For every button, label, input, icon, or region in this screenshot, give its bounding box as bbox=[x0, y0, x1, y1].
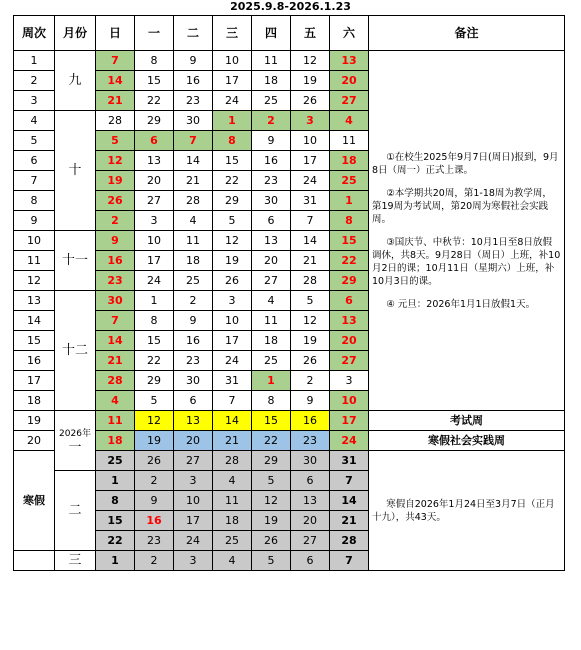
day-cell: 19 bbox=[135, 431, 174, 451]
day-cell: 3 bbox=[174, 471, 213, 491]
week-number: 4 bbox=[14, 111, 55, 131]
day-cell: 29 bbox=[135, 111, 174, 131]
day-cell: 23 bbox=[174, 351, 213, 371]
day-cell: 11 bbox=[213, 491, 252, 511]
day-cell: 8 bbox=[213, 131, 252, 151]
day-cell: 19 bbox=[252, 511, 291, 531]
day-cell: 10 bbox=[291, 131, 330, 151]
day-cell: 27 bbox=[330, 91, 369, 111]
day-cell: 15 bbox=[330, 231, 369, 251]
day-cell: 7 bbox=[213, 391, 252, 411]
note-n4: ④ 元旦：2026年1月1日放假1天。 bbox=[386, 298, 536, 310]
week-number: 10 bbox=[14, 231, 55, 251]
day-cell: 4 bbox=[96, 391, 135, 411]
day-cell: 6 bbox=[252, 211, 291, 231]
day-cell: 10 bbox=[135, 231, 174, 251]
day-cell: 8 bbox=[135, 311, 174, 331]
day-cell: 3 bbox=[330, 371, 369, 391]
note-n1: ①在校生2025年9月7日(周日)报到，9月8日（周一）正式上课。 bbox=[372, 151, 559, 176]
day-cell: 27 bbox=[330, 351, 369, 371]
day-cell: 15 bbox=[135, 331, 174, 351]
day-cell: 6 bbox=[135, 131, 174, 151]
notes-cell bbox=[369, 51, 565, 411]
day-cell: 22 bbox=[213, 171, 252, 191]
header-notes: 备注 bbox=[369, 16, 565, 51]
day-cell: 16 bbox=[96, 251, 135, 271]
note-n3: ③国庆节、中秋节：10月1日至8日放假调休，共8天。9月28日（周日）上班，补10月2日的课；10月11日（星期六）上班，补10月3日的课。 bbox=[372, 236, 561, 287]
week-number: 3 bbox=[14, 91, 55, 111]
day-cell: 5 bbox=[291, 291, 330, 311]
day-cell: 25 bbox=[213, 531, 252, 551]
day-cell: 24 bbox=[330, 431, 369, 451]
day-cell: 24 bbox=[174, 531, 213, 551]
day-cell: 16 bbox=[291, 411, 330, 431]
day-cell: 3 bbox=[213, 291, 252, 311]
day-cell: 14 bbox=[96, 71, 135, 91]
day-cell: 30 bbox=[174, 371, 213, 391]
day-cell: 7 bbox=[291, 211, 330, 231]
day-cell: 27 bbox=[174, 451, 213, 471]
day-cell: 5 bbox=[96, 131, 135, 151]
day-cell: 14 bbox=[330, 491, 369, 511]
week-number: 2 bbox=[14, 71, 55, 91]
day-cell: 10 bbox=[330, 391, 369, 411]
day-cell: 14 bbox=[213, 411, 252, 431]
note-n2: ②本学期共20周，第1-18周为教学周，第19周为考试周，第20周为寒假社会实践周。 bbox=[372, 187, 552, 225]
header-thu: 四 bbox=[252, 16, 291, 51]
month-label-march: 三 bbox=[55, 551, 96, 571]
day-cell: 28 bbox=[174, 191, 213, 211]
week-number: 5 bbox=[14, 131, 55, 151]
day-cell: 25 bbox=[174, 271, 213, 291]
day-cell: 23 bbox=[174, 91, 213, 111]
day-cell: 30 bbox=[174, 111, 213, 131]
day-cell: 30 bbox=[96, 291, 135, 311]
day-cell: 7 bbox=[330, 551, 369, 571]
day-cell: 15 bbox=[252, 411, 291, 431]
day-cell: 20 bbox=[330, 71, 369, 91]
day-cell: 12 bbox=[135, 411, 174, 431]
day-cell: 6 bbox=[174, 391, 213, 411]
day-cell: 9 bbox=[291, 391, 330, 411]
day-cell: 26 bbox=[213, 271, 252, 291]
day-cell: 30 bbox=[252, 191, 291, 211]
day-cell: 4 bbox=[213, 551, 252, 571]
day-cell: 14 bbox=[174, 151, 213, 171]
day-cell: 20 bbox=[291, 511, 330, 531]
day-cell: 29 bbox=[135, 371, 174, 391]
day-cell: 13 bbox=[174, 411, 213, 431]
day-cell: 1 bbox=[252, 371, 291, 391]
day-cell: 15 bbox=[135, 71, 174, 91]
day-cell: 16 bbox=[135, 511, 174, 531]
day-cell: 12 bbox=[291, 311, 330, 331]
day-cell: 11 bbox=[96, 411, 135, 431]
day-cell: 26 bbox=[291, 91, 330, 111]
week-row bbox=[14, 51, 565, 71]
day-cell: 12 bbox=[252, 491, 291, 511]
day-cell: 3 bbox=[174, 551, 213, 571]
day-cell: 9 bbox=[252, 131, 291, 151]
header-sat: 六 bbox=[330, 16, 369, 51]
day-cell: 25 bbox=[330, 171, 369, 191]
day-cell: 2 bbox=[252, 111, 291, 131]
day-cell: 12 bbox=[291, 51, 330, 71]
day-cell: 10 bbox=[174, 491, 213, 511]
day-cell: 14 bbox=[291, 231, 330, 251]
day-cell: 15 bbox=[213, 151, 252, 171]
week-number: 15 bbox=[14, 331, 55, 351]
day-cell: 18 bbox=[330, 151, 369, 171]
exam-week-note: 考试周 bbox=[369, 411, 565, 431]
day-cell: 23 bbox=[252, 171, 291, 191]
day-cell: 6 bbox=[330, 291, 369, 311]
winter-break-note: 寒假自2026年1月24日至3月7日（正月十九），共43天。 bbox=[372, 498, 555, 523]
day-cell: 31 bbox=[213, 371, 252, 391]
day-cell: 26 bbox=[252, 531, 291, 551]
week-number: 19 bbox=[14, 411, 55, 431]
header-month: 月份 bbox=[55, 16, 96, 51]
day-cell: 6 bbox=[291, 471, 330, 491]
week-number: 6 bbox=[14, 151, 55, 171]
day-cell: 4 bbox=[213, 471, 252, 491]
day-cell: 21 bbox=[213, 431, 252, 451]
day-cell: 28 bbox=[213, 451, 252, 471]
day-cell: 4 bbox=[252, 291, 291, 311]
day-cell: 1 bbox=[330, 191, 369, 211]
header-sun: 日 bbox=[96, 16, 135, 51]
day-cell: 23 bbox=[96, 271, 135, 291]
day-cell: 26 bbox=[96, 191, 135, 211]
day-cell: 28 bbox=[96, 371, 135, 391]
day-cell: 8 bbox=[96, 491, 135, 511]
day-cell: 19 bbox=[291, 331, 330, 351]
day-cell: 22 bbox=[135, 351, 174, 371]
day-cell: 17 bbox=[213, 71, 252, 91]
day-cell: 11 bbox=[252, 311, 291, 331]
day-cell: 25 bbox=[252, 91, 291, 111]
day-cell: 29 bbox=[213, 191, 252, 211]
day-cell: 9 bbox=[96, 231, 135, 251]
day-cell: 3 bbox=[135, 211, 174, 231]
day-cell: 4 bbox=[330, 111, 369, 131]
day-cell: 25 bbox=[96, 451, 135, 471]
week-row bbox=[14, 451, 565, 471]
practice-week-note: 寒假社会实践周 bbox=[369, 431, 565, 451]
day-cell: 2 bbox=[96, 211, 135, 231]
day-cell: 22 bbox=[96, 531, 135, 551]
day-cell: 21 bbox=[96, 351, 135, 371]
day-cell: 14 bbox=[96, 331, 135, 351]
day-cell: 30 bbox=[291, 451, 330, 471]
day-cell: 29 bbox=[330, 271, 369, 291]
day-cell: 17 bbox=[135, 251, 174, 271]
week-number: 14 bbox=[14, 311, 55, 331]
day-cell: 13 bbox=[291, 491, 330, 511]
day-cell: 24 bbox=[213, 91, 252, 111]
day-cell: 22 bbox=[330, 251, 369, 271]
day-cell: 21 bbox=[96, 91, 135, 111]
day-cell: 3 bbox=[291, 111, 330, 131]
day-cell: 31 bbox=[291, 191, 330, 211]
day-cell: 8 bbox=[135, 51, 174, 71]
month-label-january bbox=[55, 411, 96, 471]
day-cell: 22 bbox=[135, 91, 174, 111]
day-cell: 1 bbox=[135, 291, 174, 311]
year-label: 2026年 bbox=[59, 428, 91, 439]
day-cell: 1 bbox=[96, 471, 135, 491]
month-label-february: 二 bbox=[55, 471, 96, 551]
day-cell: 17 bbox=[330, 411, 369, 431]
day-cell: 18 bbox=[96, 431, 135, 451]
day-cell: 7 bbox=[96, 51, 135, 71]
day-cell: 26 bbox=[135, 451, 174, 471]
week-number: 8 bbox=[14, 191, 55, 211]
month-label: 九 bbox=[55, 51, 96, 111]
day-cell: 24 bbox=[135, 271, 174, 291]
week-number: 13 bbox=[14, 291, 55, 311]
day-cell: 27 bbox=[252, 271, 291, 291]
header-wed: 三 bbox=[213, 16, 252, 51]
day-cell: 5 bbox=[252, 471, 291, 491]
day-cell: 4 bbox=[174, 211, 213, 231]
day-cell: 24 bbox=[213, 351, 252, 371]
day-cell: 1 bbox=[213, 111, 252, 131]
day-cell: 2 bbox=[174, 291, 213, 311]
day-cell: 16 bbox=[174, 71, 213, 91]
day-cell: 2 bbox=[291, 371, 330, 391]
day-cell: 13 bbox=[252, 231, 291, 251]
day-cell: 5 bbox=[135, 391, 174, 411]
day-cell: 20 bbox=[330, 331, 369, 351]
week-number: 16 bbox=[14, 351, 55, 371]
header-tue: 二 bbox=[174, 16, 213, 51]
day-cell: 27 bbox=[135, 191, 174, 211]
day-cell: 5 bbox=[252, 551, 291, 571]
day-cell: 8 bbox=[330, 211, 369, 231]
day-cell: 2 bbox=[135, 551, 174, 571]
day-cell: 2 bbox=[135, 471, 174, 491]
header-row bbox=[14, 16, 565, 51]
week-row bbox=[14, 411, 565, 431]
week-number: 7 bbox=[14, 171, 55, 191]
day-cell: 11 bbox=[174, 231, 213, 251]
week-number: 11 bbox=[14, 251, 55, 271]
week-number: 12 bbox=[14, 271, 55, 291]
week-number: 20 bbox=[14, 431, 55, 451]
week-row bbox=[14, 431, 565, 451]
header-mon: 一 bbox=[135, 16, 174, 51]
day-cell: 7 bbox=[174, 131, 213, 151]
day-cell: 20 bbox=[252, 251, 291, 271]
day-cell: 9 bbox=[174, 51, 213, 71]
day-cell: 17 bbox=[291, 151, 330, 171]
day-cell: 13 bbox=[330, 51, 369, 71]
day-cell: 7 bbox=[96, 311, 135, 331]
week-number-empty bbox=[14, 551, 55, 571]
day-cell: 25 bbox=[252, 351, 291, 371]
day-cell: 13 bbox=[135, 151, 174, 171]
day-cell: 18 bbox=[174, 251, 213, 271]
day-cell: 6 bbox=[291, 551, 330, 571]
month-label: 一 bbox=[68, 439, 82, 455]
month-label: 十一 bbox=[55, 231, 96, 291]
month-label: 十二 bbox=[55, 291, 96, 411]
day-cell: 19 bbox=[213, 251, 252, 271]
day-cell: 24 bbox=[291, 171, 330, 191]
day-cell: 1 bbox=[96, 551, 135, 571]
week-number: 18 bbox=[14, 391, 55, 411]
day-cell: 18 bbox=[252, 71, 291, 91]
day-cell: 21 bbox=[291, 251, 330, 271]
header-fri: 五 bbox=[291, 16, 330, 51]
day-cell: 28 bbox=[96, 111, 135, 131]
day-cell: 17 bbox=[213, 331, 252, 351]
day-cell: 19 bbox=[96, 171, 135, 191]
week-number: 9 bbox=[14, 211, 55, 231]
day-cell: 28 bbox=[291, 271, 330, 291]
day-cell: 5 bbox=[213, 211, 252, 231]
day-cell: 13 bbox=[330, 311, 369, 331]
day-cell: 10 bbox=[213, 51, 252, 71]
day-cell: 16 bbox=[174, 331, 213, 351]
day-cell: 19 bbox=[291, 71, 330, 91]
day-cell: 9 bbox=[174, 311, 213, 331]
day-cell: 12 bbox=[213, 231, 252, 251]
day-cell: 10 bbox=[213, 311, 252, 331]
day-cell: 31 bbox=[330, 451, 369, 471]
day-cell: 11 bbox=[330, 131, 369, 151]
day-cell: 8 bbox=[252, 391, 291, 411]
day-cell: 29 bbox=[252, 451, 291, 471]
day-cell: 16 bbox=[252, 151, 291, 171]
winter-break-label: 寒假 bbox=[14, 451, 55, 551]
day-cell: 27 bbox=[291, 531, 330, 551]
day-cell: 20 bbox=[135, 171, 174, 191]
day-cell: 15 bbox=[96, 511, 135, 531]
day-cell: 20 bbox=[174, 431, 213, 451]
week-number: 1 bbox=[14, 51, 55, 71]
header-week: 周次 bbox=[14, 16, 55, 51]
day-cell: 7 bbox=[330, 471, 369, 491]
day-cell: 17 bbox=[174, 511, 213, 531]
school-calendar-table bbox=[13, 15, 565, 571]
month-label: 十 bbox=[55, 111, 96, 231]
day-cell: 28 bbox=[330, 531, 369, 551]
day-cell: 22 bbox=[252, 431, 291, 451]
day-cell: 18 bbox=[213, 511, 252, 531]
day-cell: 11 bbox=[252, 51, 291, 71]
calendar-title: 2025.9.8-2026.1.23 bbox=[230, 0, 351, 13]
day-cell: 21 bbox=[330, 511, 369, 531]
day-cell: 23 bbox=[291, 431, 330, 451]
day-cell: 18 bbox=[252, 331, 291, 351]
day-cell: 21 bbox=[174, 171, 213, 191]
day-cell: 26 bbox=[291, 351, 330, 371]
day-cell: 9 bbox=[135, 491, 174, 511]
winter-note bbox=[369, 451, 565, 571]
day-cell: 12 bbox=[96, 151, 135, 171]
day-cell: 23 bbox=[135, 531, 174, 551]
week-number: 17 bbox=[14, 371, 55, 391]
